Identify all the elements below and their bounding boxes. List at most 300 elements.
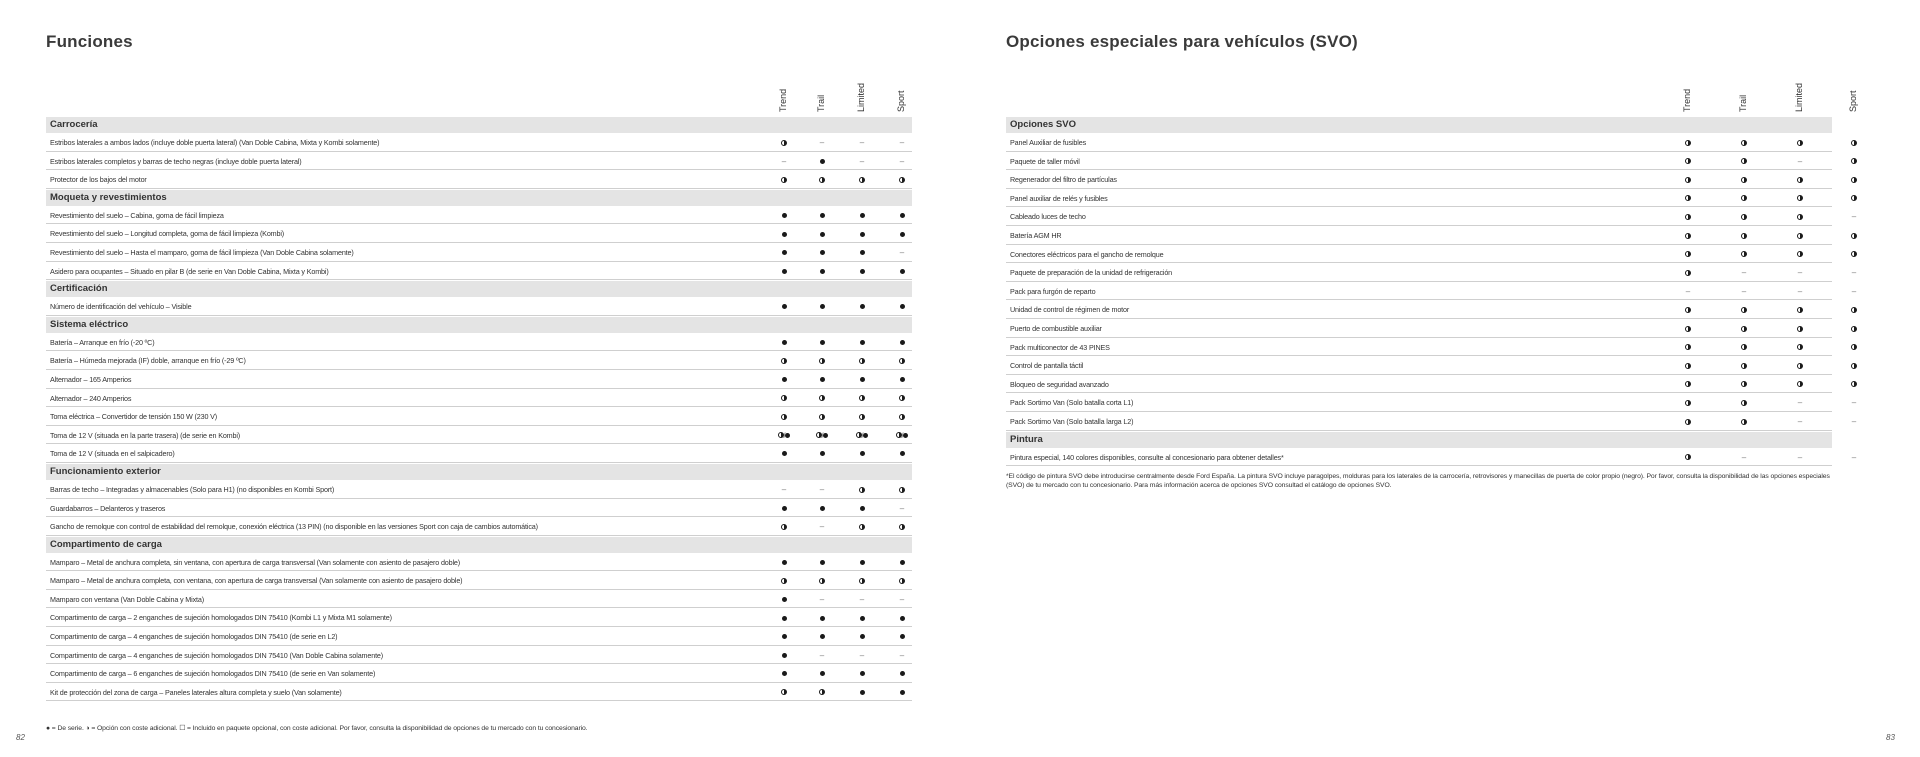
availability-cell — [852, 448, 872, 458]
availability-cell — [1790, 193, 1810, 203]
standard-dot-icon — [900, 616, 905, 621]
table-row — [1006, 393, 1857, 412]
legend-footnote: ● = De serie. ◑ = Opción con coste adicional. ☐ = Incluido en paquete opcional, con coste adicional. Por favor, consulta la disponibilidad de opciones de tu mercado con tu concesionario. — [46, 725, 588, 732]
availability-cell — [892, 156, 912, 167]
optional-half-circle-icon — [1741, 233, 1747, 239]
standard-dot-icon — [782, 597, 787, 602]
standard-dot-icon — [860, 304, 865, 309]
column-header-trend: Trend — [1682, 88, 1692, 112]
availability-cell — [1678, 267, 1698, 277]
availability-cell — [1790, 137, 1810, 147]
availability-cell — [852, 503, 872, 513]
optional-half-circle-icon — [859, 578, 865, 584]
table-row — [1006, 412, 1857, 431]
availability-cell — [892, 687, 912, 697]
optional-half-circle-icon — [781, 689, 787, 695]
optional-half-circle-icon — [1797, 195, 1803, 201]
standard-dot-icon — [900, 560, 905, 565]
availability-cell — [774, 156, 794, 167]
optional-half-circle-icon — [819, 689, 825, 695]
availability-cell — [812, 484, 832, 495]
standard-dot-icon — [782, 213, 787, 218]
optional-half-circle-icon — [1685, 454, 1691, 460]
availability-cell — [774, 247, 794, 257]
row-label: Pack para furgón de reparto — [1010, 286, 1096, 296]
section-header: Carrocería — [46, 117, 912, 133]
optional-half-circle-icon — [1741, 381, 1747, 387]
row-label: Revestimiento del suelo – Cabina, goma de fácil limpieza — [50, 210, 224, 220]
availability-cell — [774, 174, 794, 184]
not-available-dash: – — [1685, 286, 1691, 296]
standard-dot-icon — [782, 269, 787, 274]
availability-cell — [852, 650, 872, 661]
optional-half-circle-icon — [1685, 233, 1691, 239]
standard-dot-icon — [820, 340, 825, 345]
row-label: Compartimento de carga – 6 enganches de sujeción homologados DIN 75410 (de serie en Van solamente) — [50, 669, 376, 679]
standard-dot-icon — [782, 340, 787, 345]
availability-cell — [1734, 323, 1754, 333]
optional-half-circle-icon — [1851, 326, 1857, 332]
standard-dot-icon — [900, 232, 905, 237]
availability-cell — [852, 228, 872, 238]
section-header: Funcionamiento exterior — [46, 464, 912, 480]
standard-dot-icon — [820, 250, 825, 255]
standard-dot-icon — [820, 506, 825, 511]
standard-dot-icon — [860, 506, 865, 511]
availability-cell — [892, 174, 912, 184]
optional-half-circle-icon — [1685, 195, 1691, 201]
not-available-dash: – — [819, 138, 825, 147]
availability-cell — [1790, 267, 1810, 278]
availability-cell — [852, 393, 872, 403]
availability-cell — [1734, 416, 1754, 426]
optional-half-circle-icon — [859, 414, 865, 420]
table-row — [46, 133, 912, 152]
row-label: Toma eléctrica – Convertidor de tensión 150 W (230 V) — [50, 412, 218, 422]
availability-cell — [892, 594, 912, 605]
availability-cell — [774, 430, 794, 442]
availability-cell — [1734, 211, 1754, 221]
standard-dot-icon — [782, 377, 787, 382]
row-label: Bloqueo de seguridad avanzado — [1010, 379, 1109, 389]
availability-cell — [774, 503, 794, 513]
optional-half-circle-icon — [1685, 158, 1691, 164]
availability-cell — [812, 631, 832, 641]
optional-half-circle-icon — [1685, 307, 1691, 313]
not-available-dash: – — [899, 156, 905, 166]
standard-dot-icon — [860, 451, 865, 456]
table-row — [46, 646, 912, 665]
row-label: Revestimiento del suelo – Longitud completa, goma de fácil limpieza (Kombi) — [50, 229, 285, 239]
availability-cell — [812, 393, 832, 403]
standard-dot-icon — [860, 340, 865, 345]
not-available-dash: – — [819, 594, 825, 604]
optional-half-circle-icon — [1685, 363, 1691, 369]
availability-cell — [892, 337, 912, 347]
standard-dot-icon — [860, 269, 865, 274]
row-label: Protector de los bajos del motor — [50, 175, 147, 185]
standard-dot-icon — [782, 616, 787, 621]
optional-half-circle-icon — [1741, 140, 1747, 146]
section-header: Opciones SVO — [1006, 117, 1832, 133]
svo-table — [1006, 82, 1858, 466]
availability-cell — [1734, 156, 1754, 166]
availability-cell — [852, 430, 872, 442]
optional-half-circle-icon — [1797, 140, 1803, 146]
row-label: Pack multiconector de 43 PINES — [1010, 342, 1110, 352]
optional-half-circle-icon — [859, 487, 865, 493]
table-row — [1006, 189, 1832, 208]
availability-cell — [774, 650, 794, 660]
availability-cell — [774, 594, 794, 604]
optional-half-circle-icon — [1685, 381, 1691, 387]
availability-cell — [1678, 323, 1698, 333]
optional-half-circle-icon — [1685, 177, 1691, 183]
row-label: Número de identificación del vehículo – Visible — [50, 302, 192, 312]
availability-cell — [852, 210, 872, 220]
optional-half-circle-icon — [1685, 326, 1691, 332]
not-available-dash: – — [1797, 286, 1803, 296]
optional-half-circle-icon — [1851, 381, 1857, 387]
availability-cell — [1678, 379, 1698, 389]
section-header: Sistema eléctrico — [46, 317, 912, 333]
optional-half-circle-icon — [899, 395, 905, 401]
availability-cell — [1790, 342, 1810, 352]
not-available-dash: – — [1797, 156, 1803, 166]
optional-half-circle-icon — [1797, 307, 1803, 313]
availability-cell — [812, 557, 832, 567]
optional-half-circle-icon — [781, 140, 787, 146]
not-available-dash: – — [1741, 268, 1747, 278]
availability-cell — [1790, 174, 1810, 184]
not-available-dash: – — [899, 650, 905, 660]
row-label: Panel auxiliar de relés y fusibles — [1010, 193, 1108, 203]
availability-cell — [1678, 286, 1698, 297]
table-row — [46, 333, 912, 352]
optional-half-circle-icon — [1741, 214, 1747, 220]
optional-half-circle-icon — [899, 487, 905, 493]
availability-cell — [1844, 137, 1864, 147]
optional-half-circle-icon — [781, 524, 787, 530]
availability-cell — [852, 374, 872, 384]
availability-cell — [812, 247, 832, 257]
optional-half-circle-icon — [899, 358, 905, 364]
optional-half-circle-icon — [1741, 326, 1747, 332]
section-header: Compartimento de carga — [46, 537, 912, 553]
standard-dot-icon — [900, 269, 905, 274]
standard-dot-icon — [860, 213, 865, 218]
row-label: Gancho de remolque con control de estabilidad del remolque, conexión eléctrica (13 PIN) (no disponible en las versiones Sport con caja de cambios automática) — [50, 522, 538, 532]
availability-cell — [812, 687, 832, 697]
availability-cell — [852, 355, 872, 365]
table-row — [46, 152, 912, 171]
availability-cell — [892, 557, 912, 567]
standard-dot-icon — [860, 232, 865, 237]
table-row — [1006, 319, 1832, 338]
availability-cell — [1844, 342, 1864, 352]
row-label: Cableado luces de techo — [1010, 212, 1086, 222]
not-available-dash: – — [1741, 286, 1747, 296]
availability-cell — [852, 247, 872, 257]
availability-cell — [1678, 360, 1698, 370]
table-row — [1006, 375, 1832, 394]
svo-paint-note: *El código de pintura SVO debe introducirse centralmente desde Ford España. La pintura SVO incluye paragolpes, molduras para los laterales de la carrocería, retrovisores y manecillas de puerta de color propio (negro). Por favor, consulta la disponibilidad de las opciones especiales (SVO) de tu mercado con tu concesionario. Para más información acerca de opciones SVO consultad el catálogo de opciones SVO. — [1006, 473, 1830, 489]
standard-dot-icon — [860, 690, 865, 695]
optional-half-circle-icon — [1685, 400, 1691, 406]
availability-cell — [1678, 211, 1698, 221]
availability-cell — [774, 484, 794, 495]
section-header: Pintura — [1006, 432, 1832, 448]
row-label: Alternador – 240 Amperios — [50, 393, 132, 403]
standard-dot-icon — [782, 671, 787, 676]
availability-cell — [852, 631, 872, 641]
table-row — [1006, 282, 1857, 301]
availability-cell — [1678, 230, 1698, 240]
availability-cell — [1678, 397, 1698, 407]
availability-cell — [1844, 230, 1864, 240]
not-available-dash: – — [1851, 398, 1857, 408]
availability-cell — [1734, 304, 1754, 314]
not-available-dash: – — [1797, 416, 1803, 426]
not-available-dash: – — [1797, 452, 1803, 462]
availability-cell — [812, 612, 832, 622]
optional-half-circle-icon — [1685, 140, 1691, 146]
availability-cell — [1844, 249, 1864, 259]
table-row — [46, 426, 912, 445]
optional-half-circle-icon — [1797, 177, 1803, 183]
availability-cell — [812, 448, 832, 458]
availability-cell — [1790, 452, 1810, 463]
standard-dot-icon — [860, 560, 865, 565]
optional-half-circle-icon — [1797, 214, 1803, 220]
not-available-dash: – — [1851, 212, 1857, 222]
availability-cell — [1844, 174, 1864, 184]
row-label: Revestimiento del suelo – Hasta el mamparo, goma de fácil limpieza (Van Doble Cabina solamente) — [50, 247, 354, 257]
availability-cell — [1678, 342, 1698, 352]
column-header-limited: Limited — [1794, 82, 1804, 112]
availability-cell — [892, 430, 912, 442]
availability-cell — [852, 575, 872, 585]
availability-cell — [892, 393, 912, 403]
not-available-dash: – — [1797, 268, 1803, 278]
optional-half-circle-icon — [1851, 140, 1857, 146]
availability-cell — [852, 594, 872, 605]
row-label: Pintura especial, 140 colores disponibles, consulte al concesionario para obtener detalles* — [1010, 452, 1284, 462]
availability-cell — [1844, 211, 1864, 222]
not-available-dash: – — [1851, 452, 1857, 462]
optional-half-circle-icon — [781, 395, 787, 401]
availability-cell — [1678, 156, 1698, 166]
availability-cell — [852, 156, 872, 167]
availability-cell — [852, 557, 872, 567]
row-label: Batería – Arranque en frío (-20 ºC) — [50, 337, 155, 347]
row-label: Unidad de control de régimen de motor — [1010, 305, 1130, 315]
standard-dot-icon — [860, 616, 865, 621]
availability-cell — [892, 612, 912, 622]
standard-dot-icon — [860, 671, 865, 676]
availability-cell — [774, 228, 794, 238]
availability-cell — [1844, 304, 1864, 314]
availability-cell — [774, 668, 794, 678]
table-row — [46, 683, 912, 702]
availability-cell — [774, 557, 794, 567]
availability-cell — [1790, 230, 1810, 240]
optional-half-circle-icon — [1741, 195, 1747, 201]
not-available-dash: – — [859, 594, 865, 604]
availability-cell — [1844, 156, 1864, 166]
not-available-dash: – — [1851, 416, 1857, 426]
availability-cell — [1734, 174, 1754, 184]
availability-cell — [1844, 193, 1864, 203]
availability-cell — [812, 594, 832, 605]
availability-cell — [1844, 267, 1864, 278]
not-available-dash: – — [1851, 268, 1857, 278]
not-available-dash: – — [1741, 452, 1747, 462]
optional-half-circle-icon — [1741, 177, 1747, 183]
availability-cell — [892, 503, 912, 514]
optional-half-circle-icon — [1685, 251, 1691, 257]
availability-cell — [1734, 267, 1754, 278]
availability-cell — [892, 228, 912, 238]
optional-half-circle-icon — [1797, 251, 1803, 257]
availability-cell — [852, 174, 872, 184]
section-header: Moqueta y revestimientos — [46, 190, 912, 206]
availability-cell — [1734, 249, 1754, 259]
optional-half-circle-icon — [1741, 419, 1747, 425]
table-row — [46, 608, 912, 627]
availability-cell — [774, 687, 794, 697]
optional-half-circle-icon — [1797, 326, 1803, 332]
availability-cell — [892, 668, 912, 678]
standard-dot-icon — [823, 433, 828, 438]
not-available-dash: – — [899, 503, 905, 513]
availability-cell — [812, 210, 832, 220]
availability-cell — [1844, 397, 1864, 408]
optional-half-circle-icon — [1851, 344, 1857, 350]
availability-cell — [852, 612, 872, 622]
table-row — [1006, 356, 1832, 375]
availability-cell — [1734, 360, 1754, 370]
page-number-right: 83 — [1886, 733, 1895, 742]
optional-half-circle-icon — [819, 578, 825, 584]
availability-cell — [774, 337, 794, 347]
standard-dot-icon — [900, 304, 905, 309]
row-label: Batería – Húmeda mejorada (IF) doble, arranque en frío (-29 ºC) — [50, 356, 246, 366]
availability-cell — [1734, 379, 1754, 389]
standard-dot-icon — [900, 213, 905, 218]
standard-dot-icon — [820, 304, 825, 309]
optional-half-circle-icon — [899, 414, 905, 420]
column-header-row — [46, 82, 912, 116]
standard-dot-icon — [820, 377, 825, 382]
optional-half-circle-icon — [819, 395, 825, 401]
availability-cell — [1790, 249, 1810, 259]
table-row — [46, 627, 912, 646]
section-header: Certificación — [46, 281, 912, 297]
row-label: Estribos laterales completos y barras de techo negras (incluye doble puerta lateral) — [50, 156, 302, 166]
column-header-sport: Sport — [896, 90, 906, 112]
availability-cell — [812, 174, 832, 184]
standard-dot-icon — [900, 377, 905, 382]
table-row — [1006, 152, 1832, 171]
availability-cell — [852, 411, 872, 421]
availability-cell — [1790, 304, 1810, 314]
availability-cell — [774, 355, 794, 365]
availability-cell — [774, 411, 794, 421]
table-row — [46, 590, 912, 609]
table-row — [1006, 263, 1857, 282]
availability-cell — [1844, 286, 1864, 297]
not-available-dash: – — [1797, 398, 1803, 408]
standard-dot-icon — [820, 616, 825, 621]
availability-cell — [852, 137, 872, 148]
table-row — [46, 170, 912, 189]
table-row — [46, 224, 912, 243]
row-label: Mamparo – Metal de anchura completa, sin ventana, con apertura de carga transversal (Van solamente con asiento de pasajero doble) — [50, 557, 461, 567]
not-available-dash: – — [819, 484, 825, 494]
table-row — [46, 480, 912, 499]
availability-cell — [892, 521, 912, 531]
table-row — [46, 243, 912, 262]
row-label: Pack Sortimo Van (Solo batalla corta L1) — [1010, 398, 1134, 408]
column-header-limited: Limited — [856, 82, 866, 112]
availability-cell — [774, 521, 794, 531]
standard-dot-icon — [860, 634, 865, 639]
column-header-trail: Trail — [816, 94, 826, 112]
availability-cell — [1790, 379, 1810, 389]
availability-cell — [892, 448, 912, 458]
availability-cell — [852, 266, 872, 276]
availability-cell — [812, 374, 832, 384]
availability-cell — [774, 210, 794, 220]
standard-dot-icon — [782, 634, 787, 639]
table-row — [46, 351, 912, 370]
availability-cell — [892, 247, 912, 258]
optional-half-circle-icon — [859, 177, 865, 183]
optional-half-circle-icon — [781, 414, 787, 420]
availability-cell — [774, 393, 794, 403]
availability-cell — [892, 650, 912, 661]
optional-half-circle-icon — [1741, 251, 1747, 257]
standard-dot-icon — [863, 433, 868, 438]
standard-dot-icon — [860, 250, 865, 255]
availability-cell — [1790, 416, 1810, 427]
availability-cell — [812, 575, 832, 585]
table-row — [46, 553, 912, 572]
availability-cell — [1734, 397, 1754, 407]
not-available-dash: – — [899, 594, 905, 604]
availability-cell — [812, 411, 832, 421]
availability-cell — [852, 687, 872, 697]
availability-cell — [892, 575, 912, 585]
optional-half-circle-icon — [1685, 419, 1691, 425]
optional-half-circle-icon — [819, 177, 825, 183]
not-available-dash: – — [859, 138, 865, 147]
optional-half-circle-icon — [1797, 381, 1803, 387]
table-row — [1006, 448, 1857, 467]
availability-cell — [774, 266, 794, 276]
table-row — [46, 517, 912, 536]
standard-dot-icon — [782, 232, 787, 237]
availability-cell — [1844, 379, 1864, 389]
availability-cell — [892, 411, 912, 421]
availability-cell — [852, 301, 872, 311]
standard-dot-icon — [782, 451, 787, 456]
table-row — [46, 571, 912, 590]
availability-cell — [812, 228, 832, 238]
table-row — [46, 370, 912, 389]
row-label: Guardabarros – Delanteros y traseros — [50, 503, 166, 513]
